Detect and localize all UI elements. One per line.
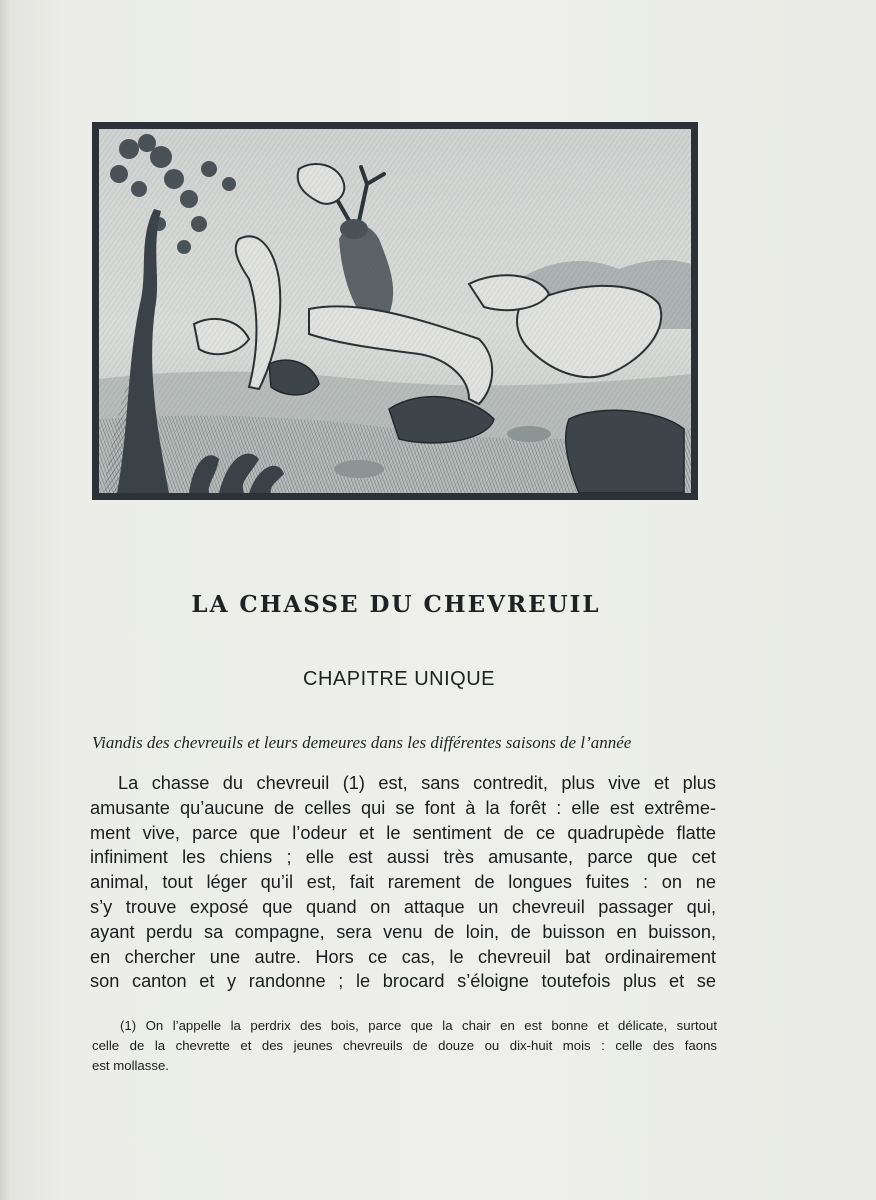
body-line: La chasse du chevreuil (1) est, sans contredit, plus vive et plus xyxy=(118,773,716,793)
footnote-line: est mollasse. xyxy=(92,1058,169,1073)
body-line: ment vive, parce que l’odeur et le sentiment de ce quadrupède flatte xyxy=(90,822,716,843)
chapter-summary: Viandis des chevreuils et leurs demeures dans les différentes saisons de l’année xyxy=(92,733,632,752)
body-line: en chercher une autre. Hors ce cas, le chevreuil bat ordinairement xyxy=(90,946,716,967)
footnote xyxy=(92,1016,717,1076)
chapter-title: LA CHASSE DU CHEVREUIL xyxy=(191,591,601,618)
body-line: ayant perdu sa compagne, sera venu de loin, de buisson en buisson, xyxy=(90,921,716,942)
body-line: infiniment les chiens ; elle est aussi très amusante, parce que cet xyxy=(90,847,716,868)
footnote-line: (1) On l’appelle la perdrix des bois, parce que la chair en est bonne et délicate, surtout xyxy=(120,1018,717,1033)
body-line: son canton et y randonne ; le brocard s’éloigne toutefois plus et se xyxy=(90,971,716,992)
hunt-scene-engraving xyxy=(99,129,691,493)
body-line: animal, tout léger qu’il est, fait rarement de longues fuites : on ne xyxy=(90,872,716,893)
engraving-illustration xyxy=(92,122,698,500)
footnote-line: celle de la chevrette et des jeunes chevreuils de douze ou dix-huit mois : celle des faons xyxy=(92,1038,717,1053)
body-line: amusante qu’aucune de celles qui se font à la forêt : elle est extrême- xyxy=(90,797,716,818)
body-paragraph xyxy=(90,771,716,994)
body-line: s’y trouve exposé que quand on attaque un chevreuil passager qui, xyxy=(90,896,716,917)
section-title: CHAPITRE UNIQUE xyxy=(303,668,495,690)
